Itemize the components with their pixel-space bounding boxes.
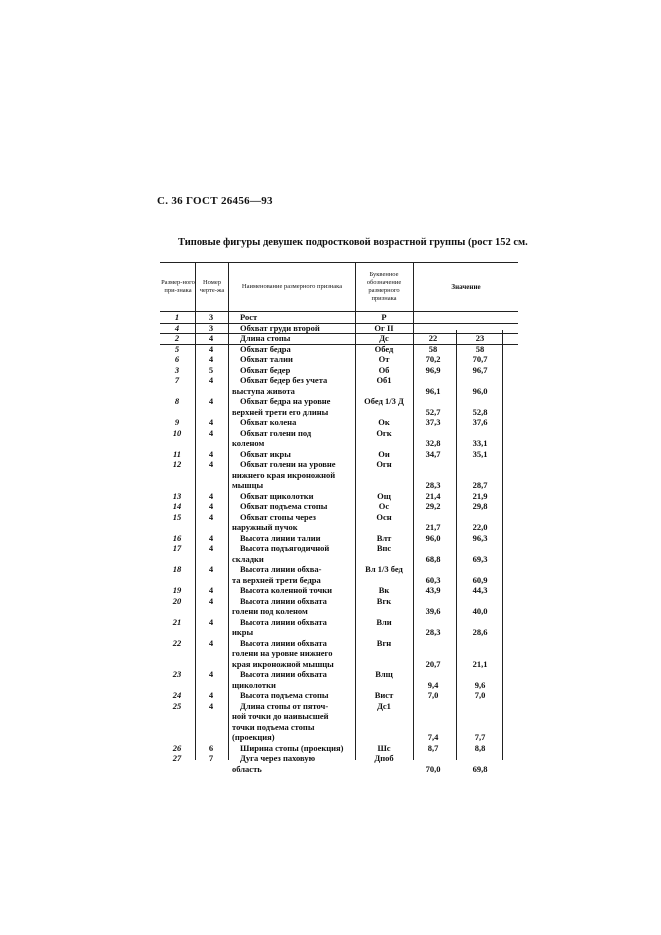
cell-num: 10 (172, 427, 182, 438)
cell-name: Обхват подъема стопы (240, 501, 328, 511)
cell-drawing: 3 (208, 322, 214, 333)
cell-drawing: 4 (208, 354, 214, 364)
table-row (160, 375, 518, 396)
cell-code: Осн (376, 511, 392, 522)
cell-name: Обхват бедер (240, 364, 291, 375)
cell-value-2: 22,0 (472, 522, 488, 532)
cell-value-2: 96,3 (472, 532, 488, 543)
header-num: Размер-ного при-знака (161, 279, 195, 294)
divider (502, 330, 503, 760)
cell-drawing: 4 (208, 501, 214, 511)
cell-value-2: 28,6 (472, 627, 488, 637)
cell-value-2: 70,7 (472, 354, 488, 364)
cell-name: Высота линии обхвата (240, 669, 327, 679)
table-header (160, 262, 518, 312)
table-row (160, 323, 518, 334)
divider (456, 330, 457, 760)
cell-name: голени под коленом (232, 606, 308, 616)
cell-code: Ои (378, 448, 390, 459)
cell-drawing: 4 (208, 448, 214, 459)
cell-name: ной точки до наивысшей (232, 711, 329, 721)
cell-value-1: 37,3 (425, 417, 441, 427)
cell-name: икры (232, 627, 254, 637)
table-row (160, 669, 518, 690)
cell-num: 15 (172, 511, 182, 522)
cell-code: От (378, 354, 390, 364)
cell-value-1: 52,7 (425, 406, 441, 417)
cell-drawing: 4 (208, 595, 214, 606)
cell-name: коленом (232, 438, 265, 448)
cell-num: 7 (174, 375, 180, 385)
cell-code: Обед 1/3 Д (364, 396, 404, 406)
cell-num: 5 (174, 343, 180, 354)
cell-code: Дс (379, 333, 389, 343)
cell-drawing: 3 (208, 312, 214, 322)
cell-value-1: 22 (428, 333, 438, 343)
cell-name: Обхват бедра (240, 343, 291, 354)
cell-code: Ощ (377, 490, 391, 501)
cell-code: Вгн (376, 637, 392, 648)
cell-code: Ос (378, 501, 390, 511)
cell-name: Ширина стопы (проекция) (240, 742, 344, 753)
table-row (160, 396, 518, 417)
cell-code: Об (378, 364, 390, 375)
cell-value-2: 33,1 (472, 438, 488, 448)
table-row (160, 354, 518, 365)
header-code: Буквенное обозначение размерного признака (366, 271, 402, 302)
cell-value-2: 29,8 (472, 501, 488, 511)
cell-code: Дпоб (374, 753, 394, 763)
cell-code: Обед (374, 343, 394, 354)
cell-name: Обхват икры (240, 448, 291, 459)
cell-name: Высота линии обхвата (240, 637, 327, 648)
cell-value-2: 8,8 (474, 742, 486, 753)
cell-value-2: 69,3 (472, 553, 488, 564)
cell-value-1: 58 (428, 343, 438, 354)
cell-name: Обхват талии (240, 354, 293, 364)
divider (228, 262, 229, 760)
cell-num: 18 (172, 564, 182, 574)
cell-drawing: 4 (208, 532, 214, 543)
cell-value-2: 44,3 (472, 585, 488, 595)
cell-name: Обхват груди второй (240, 322, 320, 333)
cell-num: 27 (172, 753, 182, 763)
cell-value-1: 9,4 (427, 679, 439, 690)
cell-name: щиколотки (232, 679, 276, 690)
cell-value-2: 37,6 (472, 417, 488, 427)
cell-drawing: 4 (208, 396, 214, 406)
cell-value-2: 69,8 (472, 763, 488, 774)
cell-name: Высота линии обхва- (240, 564, 322, 574)
cell-name: область (232, 763, 262, 774)
cell-drawing: 4 (208, 700, 214, 711)
table-row (160, 449, 518, 460)
cell-name: Высота подъема стопы (240, 690, 329, 700)
cell-value-1: 39,6 (425, 606, 441, 616)
cell-value-1: 21,7 (425, 522, 441, 532)
cell-drawing: 4 (208, 564, 214, 574)
cell-value-2: 40,0 (472, 606, 488, 616)
cell-name: (проекция) (232, 732, 275, 742)
cell-code: Вл 1/3 бед (365, 564, 403, 574)
table-row (160, 459, 518, 491)
cell-value-2: 35,1 (472, 448, 488, 459)
divider (195, 262, 196, 760)
cell-name: Высота линии обхвата (240, 616, 327, 627)
header-name: Наименование размерного признака (241, 283, 343, 290)
cell-num: 12 (172, 459, 182, 469)
cell-value-1: 28,3 (425, 627, 441, 637)
cell-code: Р (381, 312, 387, 322)
cell-code: Об1 (376, 375, 392, 385)
table-row (160, 543, 518, 564)
table-row (160, 617, 518, 638)
table-row (160, 512, 518, 533)
cell-code: Влщ (375, 669, 393, 679)
divider (413, 262, 414, 760)
cell-name: складки (232, 553, 264, 564)
table-row (160, 533, 518, 544)
cell-value-2: 23 (475, 333, 485, 343)
cell-value-1: 21,4 (425, 490, 441, 501)
cell-name: мышцы (232, 480, 264, 490)
cell-value-2: 21,9 (472, 490, 488, 501)
cell-value-1: 7,4 (427, 732, 439, 742)
cell-value-2: 21,1 (472, 658, 488, 669)
cell-num: 26 (172, 742, 182, 753)
cell-num: 4 (174, 322, 180, 333)
cell-name: Обхват голени на уровне (240, 459, 336, 469)
cell-value-1: 34,7 (425, 448, 441, 459)
cell-name: верхней трети его длины (232, 406, 329, 417)
table-row (160, 417, 518, 428)
page-header: С. 36 ГОСТ 26456—93 (157, 195, 273, 207)
cell-value-1: 8,7 (427, 742, 439, 753)
cell-drawing: 4 (208, 511, 214, 522)
cell-num: 9 (174, 417, 180, 427)
cell-drawing: 4 (208, 690, 214, 700)
cell-drawing: 4 (208, 417, 214, 427)
cell-name: точки подъема стопы (232, 721, 315, 732)
cell-num: 2 (174, 333, 180, 343)
cell-drawing: 4 (208, 459, 214, 469)
cell-value-1: 96,1 (425, 385, 441, 396)
cell-code: Шс (377, 742, 391, 753)
cell-value-2: 96,7 (472, 364, 488, 375)
cell-drawing: 4 (208, 333, 214, 343)
cell-code: Огк (376, 427, 392, 438)
cell-num: 22 (172, 637, 182, 648)
cell-value-1: 29,2 (425, 501, 441, 511)
cell-name: нижнего края икроножной (232, 469, 336, 480)
cell-num: 25 (172, 700, 182, 711)
cell-code: Вк (378, 585, 390, 595)
table-row (160, 743, 518, 754)
table-row (160, 365, 518, 376)
table-row (160, 638, 518, 670)
cell-code: Вгк (376, 595, 392, 606)
cell-drawing: 6 (208, 742, 214, 753)
cell-name: голени на уровне нижнего (232, 648, 333, 658)
table-row (160, 690, 518, 701)
cell-value-1: 96,9 (425, 364, 441, 375)
cell-name: Высота коленной точки (240, 585, 333, 595)
header-drawing: Номер черте-жа (199, 279, 225, 294)
cell-code: Огн (376, 459, 392, 469)
table-row (160, 564, 518, 585)
cell-num: 23 (172, 669, 182, 679)
cell-name: Длина стопы от пяточ- (240, 700, 329, 711)
table-row (160, 701, 518, 743)
cell-num: 6 (174, 354, 180, 364)
table-row (160, 585, 518, 596)
cell-num: 24 (172, 690, 182, 700)
cell-code: Ок (378, 417, 390, 427)
cell-value-1: 7,0 (427, 690, 439, 700)
cell-num: 17 (172, 543, 182, 553)
cell-drawing: 7 (208, 753, 214, 763)
table-row (160, 491, 518, 502)
cell-value-2: 60,9 (472, 574, 488, 585)
cell-code: Дс1 (377, 700, 391, 711)
cell-num: 1 (174, 312, 180, 322)
cell-name: Обхват бедер без учета (240, 375, 328, 385)
table-row (160, 312, 518, 323)
cell-name: Длина стопы (240, 333, 291, 343)
cell-value-1: 60,3 (425, 574, 441, 585)
cell-num: 21 (172, 616, 182, 627)
table-row (160, 428, 518, 449)
cell-name: Дуга через паховую (240, 753, 316, 763)
cell-name: Высота линии обхвата (240, 595, 327, 606)
header-value: Значение (451, 283, 481, 291)
cell-code: Влт (376, 532, 392, 543)
cell-num: 3 (174, 364, 180, 375)
cell-value-2: 58 (475, 343, 485, 354)
cell-num: 11 (172, 448, 182, 459)
table-row (160, 596, 518, 617)
cell-name: Обхват колена (240, 417, 297, 427)
cell-value-1: 70,2 (425, 354, 441, 364)
cell-value-2: 96,0 (472, 385, 488, 396)
cell-drawing: 4 (208, 585, 214, 595)
table-row (160, 333, 518, 344)
cell-code: Ог II (374, 322, 394, 333)
cell-code: Впс (376, 543, 392, 553)
cell-name: Высота линии талии (240, 532, 321, 543)
cell-value-1: 28,3 (425, 480, 441, 490)
cell-name: наружный пучок (232, 522, 298, 532)
cell-value-2: 52,8 (472, 406, 488, 417)
cell-num: 20 (172, 595, 182, 606)
cell-code: Вист (374, 690, 394, 700)
cell-name: выступа живота (232, 385, 295, 396)
cell-drawing: 4 (208, 543, 214, 553)
cell-drawing: 4 (208, 343, 214, 354)
cell-drawing: 5 (208, 364, 214, 375)
cell-drawing: 4 (208, 427, 214, 438)
cell-num: 14 (172, 501, 182, 511)
cell-name: Обхват голени под (240, 427, 312, 438)
table-row (160, 344, 518, 355)
cell-name: Обхват стопы через (240, 511, 316, 522)
cell-drawing: 4 (208, 637, 214, 648)
cell-value-1: 32,8 (425, 438, 441, 448)
cell-value-2: 7,0 (474, 690, 486, 700)
cell-drawing: 4 (208, 490, 214, 501)
cell-value-1: 96,0 (425, 532, 441, 543)
cell-drawing: 4 (208, 669, 214, 679)
cell-drawing: 4 (208, 616, 214, 627)
cell-value-1: 68,8 (425, 553, 441, 564)
cell-value-1: 70,0 (425, 763, 441, 774)
cell-value-1: 20,7 (425, 658, 441, 669)
cell-value-1: 43,9 (425, 585, 441, 595)
cell-value-2: 7,7 (474, 732, 486, 742)
cell-name: Обхват бедра на уровне (240, 396, 331, 406)
divider (355, 262, 356, 760)
cell-drawing: 4 (208, 375, 214, 385)
cell-num: 8 (174, 396, 180, 406)
cell-code: Вли (376, 616, 392, 627)
table-row (160, 501, 518, 512)
cell-name: края икроножной мышцы (232, 658, 334, 669)
cell-num: 16 (172, 532, 182, 543)
cell-num: 19 (172, 585, 182, 595)
cell-name: та верхней трети бедра (232, 574, 321, 585)
cell-name: Обхват щиколотки (240, 490, 314, 501)
cell-name: Рост (240, 312, 258, 322)
table-caption: Типовые фигуры девушек подростковой возрастной группы (рост 152 см. (178, 237, 528, 248)
cell-name: Высота подъягодичной (240, 543, 330, 553)
cell-value-2: 28,7 (472, 480, 488, 490)
cell-num: 13 (172, 490, 182, 501)
cell-value-2: 9,6 (474, 679, 486, 690)
table-row (160, 753, 518, 774)
